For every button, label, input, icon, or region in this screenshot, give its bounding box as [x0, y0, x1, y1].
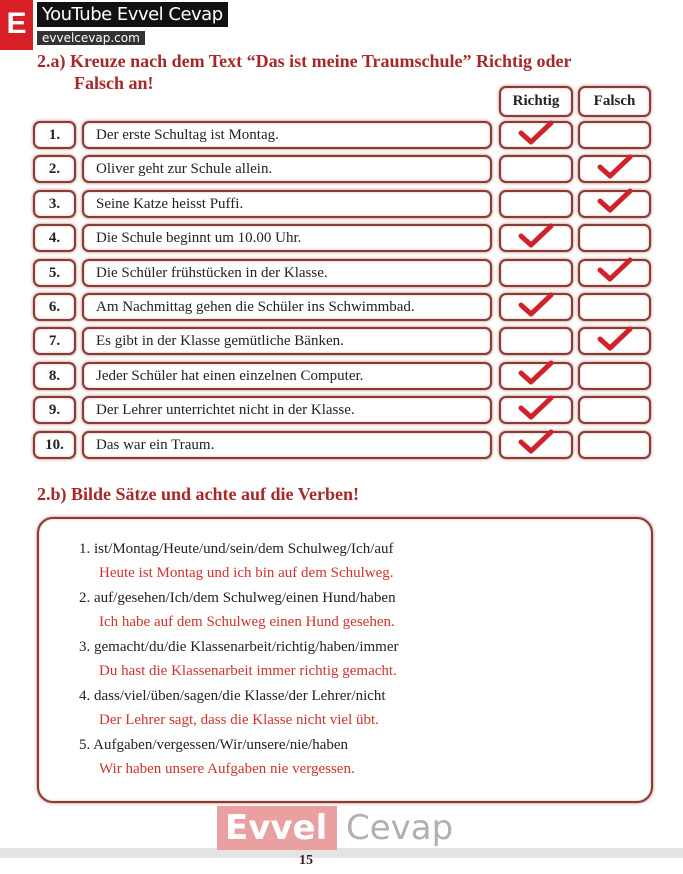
richtig-checkbox[interactable]	[499, 121, 573, 149]
falsch-checkbox[interactable]	[578, 396, 651, 424]
row-statement: Oliver geht zur Schule allein.	[82, 155, 492, 183]
row-number: 2.	[33, 155, 76, 183]
falsch-checkbox[interactable]	[578, 362, 651, 390]
checkmark-icon	[518, 292, 554, 323]
checkmark-icon	[518, 360, 554, 391]
falsch-checkbox[interactable]	[578, 259, 651, 287]
falsch-checkbox[interactable]	[578, 431, 651, 459]
richtig-checkbox[interactable]	[499, 362, 573, 390]
row-statement: Die Schüler frühstücken in der Klasse.	[82, 259, 492, 287]
checkmark-icon	[518, 223, 554, 254]
falsch-checkbox[interactable]	[578, 155, 651, 183]
exercise-b-answer: Wir haben unsere Aufgaben nie vergessen.	[99, 761, 355, 777]
exercise-b-answer: Heute ist Montag und ich bin auf dem Schulweg.	[99, 565, 394, 581]
checkmark-icon	[518, 429, 554, 460]
exercise-b-answer: Du hast die Klassenarbeit immer richtig gemacht.	[99, 663, 397, 679]
richtig-checkbox[interactable]	[499, 259, 573, 287]
checkmark-icon	[518, 395, 554, 426]
checkmark-icon	[597, 188, 633, 219]
brand-title[interactable]: YouTube Evvel Cevap	[37, 2, 228, 27]
falsch-checkbox[interactable]	[578, 327, 651, 355]
row-number: 8.	[33, 362, 76, 390]
row-number: 9.	[33, 396, 76, 424]
column-header-falsch: Falsch	[578, 86, 651, 117]
footer-logo-evvel: Evvel	[217, 806, 337, 850]
exercise-a-title-line1: 2.a) Kreuze nach dem Text “Das ist meine Traumschule” Richtig oder	[37, 51, 572, 71]
row-number: 5.	[33, 259, 76, 287]
brand-badge: E	[0, 0, 33, 50]
exercise-a-title-line2: Falsch an!	[74, 73, 154, 93]
exercise-b-prompt: 3. gemacht/du/die Klassenarbeit/richtig/haben/immer	[79, 639, 399, 655]
checkmark-icon	[518, 120, 554, 151]
row-number: 4.	[33, 224, 76, 252]
row-number: 10.	[33, 431, 76, 459]
exercise-b-box	[37, 517, 653, 803]
row-statement: Jeder Schüler hat einen einzelnen Computer.	[82, 362, 492, 390]
falsch-checkbox[interactable]	[578, 121, 651, 149]
row-number: 1.	[33, 121, 76, 149]
row-statement: Der erste Schultag ist Montag.	[82, 121, 492, 149]
exercise-b-prompt: 5. Aufgaben/vergessen/Wir/unsere/nie/haben	[79, 737, 349, 753]
column-header-richtig: Richtig	[499, 86, 573, 117]
row-statement: Die Schule beginnt um 10.00 Uhr.	[82, 224, 492, 252]
exercise-b-answer: Ich habe auf dem Schulweg einen Hund gesehen.	[99, 614, 395, 630]
richtig-checkbox[interactable]	[499, 396, 573, 424]
falsch-checkbox[interactable]	[578, 293, 651, 321]
row-statement: Es gibt in der Klasse gemütliche Bänken.	[82, 327, 492, 355]
page-number: 15	[299, 853, 313, 868]
exercise-b-prompt: 2. auf/gesehen/Ich/dem Schulweg/einen Hund/haben	[79, 590, 396, 606]
exercise-b-prompt: 4. dass/viel/üben/sagen/die Klasse/der Lehrer/nicht	[79, 688, 386, 704]
richtig-checkbox[interactable]	[499, 224, 573, 252]
richtig-checkbox[interactable]	[499, 155, 573, 183]
richtig-checkbox[interactable]	[499, 431, 573, 459]
checkmark-icon	[597, 257, 633, 288]
row-number: 6.	[33, 293, 76, 321]
footer-logo-cevap: Cevap	[346, 808, 454, 848]
exercise-b-prompt: 1. ist/Montag/Heute/und/sein/dem Schulweg/Ich/auf	[79, 541, 394, 557]
checkmark-icon	[597, 326, 633, 357]
row-number: 3.	[33, 190, 76, 218]
exercise-b-answer: Der Lehrer sagt, dass die Klasse nicht viel übt.	[99, 712, 379, 728]
richtig-checkbox[interactable]	[499, 293, 573, 321]
row-number: 7.	[33, 327, 76, 355]
falsch-checkbox[interactable]	[578, 224, 651, 252]
footer-bar	[0, 848, 683, 858]
brand-url[interactable]: evvelcevap.com	[37, 31, 145, 45]
row-statement: Seine Katze heisst Puffi.	[82, 190, 492, 218]
row-statement: Das war ein Traum.	[82, 431, 492, 459]
falsch-checkbox[interactable]	[578, 190, 651, 218]
richtig-checkbox[interactable]	[499, 190, 573, 218]
row-statement: Der Lehrer unterrichtet nicht in der Klasse.	[82, 396, 492, 424]
checkmark-icon	[597, 154, 633, 185]
exercise-b-title: 2.b) Bilde Sätze und achte auf die Verben!	[37, 484, 360, 504]
richtig-checkbox[interactable]	[499, 327, 573, 355]
row-statement: Am Nachmittag gehen die Schüler ins Schwimmbad.	[82, 293, 492, 321]
